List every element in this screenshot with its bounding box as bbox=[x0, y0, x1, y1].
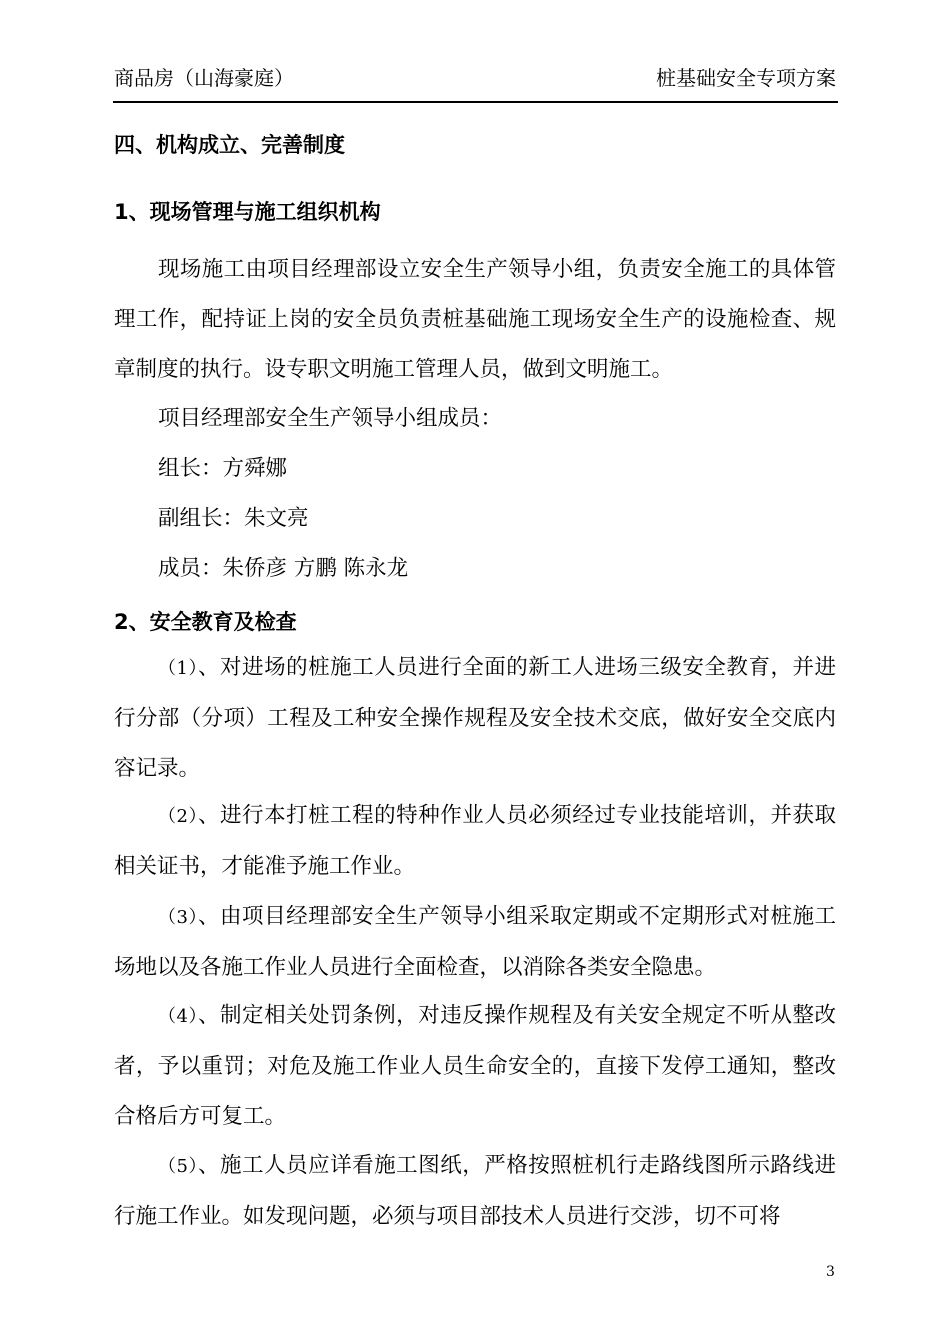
members-intro: 项目经理部安全生产领导小组成员： bbox=[158, 406, 503, 431]
list-item bbox=[114, 791, 836, 892]
header-divider bbox=[113, 101, 838, 103]
item-number: （1） bbox=[158, 658, 199, 679]
list-item bbox=[114, 643, 836, 794]
item-number: （2） bbox=[158, 806, 199, 827]
subsection-1-paragraph: 现场施工由项目经理部设立安全生产领导小组，负责安全施工的具体管理工作，配持证上岗的安全员负责桩基础施工现场安全生产的设施检查、规章制度的执行。设专职文明施工管理人员，做到文明施工。 bbox=[114, 257, 836, 382]
subsection-2-title: 2、安全教育及检查 bbox=[114, 610, 297, 634]
item-text: 、进行本打桩工程的特种作业人员必须经过专业技能培训，并获取相关证书，才能准予施工作业。 bbox=[114, 803, 836, 879]
section-title: 四、机构成立、完善制度 bbox=[114, 133, 345, 157]
page-number: 3 bbox=[826, 1264, 835, 1280]
group-leader: 组长：方舜娜 bbox=[158, 456, 288, 481]
item-text: 、施工人员应详看施工图纸，严格按照桩机行走路线图所示路线进行施工作业。如发现问题，必须与项目部技术人员进行交涉，切不可将 bbox=[114, 1153, 836, 1229]
header-project-name: 商品房（山海豪庭） bbox=[114, 66, 294, 90]
subsection-1-title: 1、现场管理与施工组织机构 bbox=[114, 200, 381, 224]
item-text: 、由项目经理部安全生产领导小组采取定期或不定期形式对桩施工场地以及各施工作业人员进行全面检查，以消除各类安全隐患。 bbox=[114, 904, 836, 980]
item-text: 、制定相关处罚条例，对违反操作规程及有关安全规定不听从整改者，予以重罚；对危及施工作业人员生命安全的，直接下发停工通知，整改合格后方可复工。 bbox=[114, 1003, 836, 1129]
header-document-title: 桩基础安全专项方案 bbox=[656, 66, 836, 90]
item-number: （3） bbox=[158, 907, 199, 928]
item-text: 、对进场的桩施工人员进行全面的新工人进场三级安全教育，并进行分部（分项）工程及工种安全操作规程及安全技术交底，做好安全交底内容记录。 bbox=[114, 655, 836, 781]
list-item bbox=[114, 1141, 836, 1242]
list-item bbox=[114, 991, 836, 1142]
group-members: 成员：朱侨彦 方鹏 陈永龙 bbox=[158, 556, 409, 581]
item-number: （5） bbox=[158, 1156, 199, 1177]
item-number: （4） bbox=[158, 1006, 199, 1027]
deputy-leader: 副组长：朱文亮 bbox=[158, 506, 309, 531]
list-item bbox=[114, 892, 836, 993]
